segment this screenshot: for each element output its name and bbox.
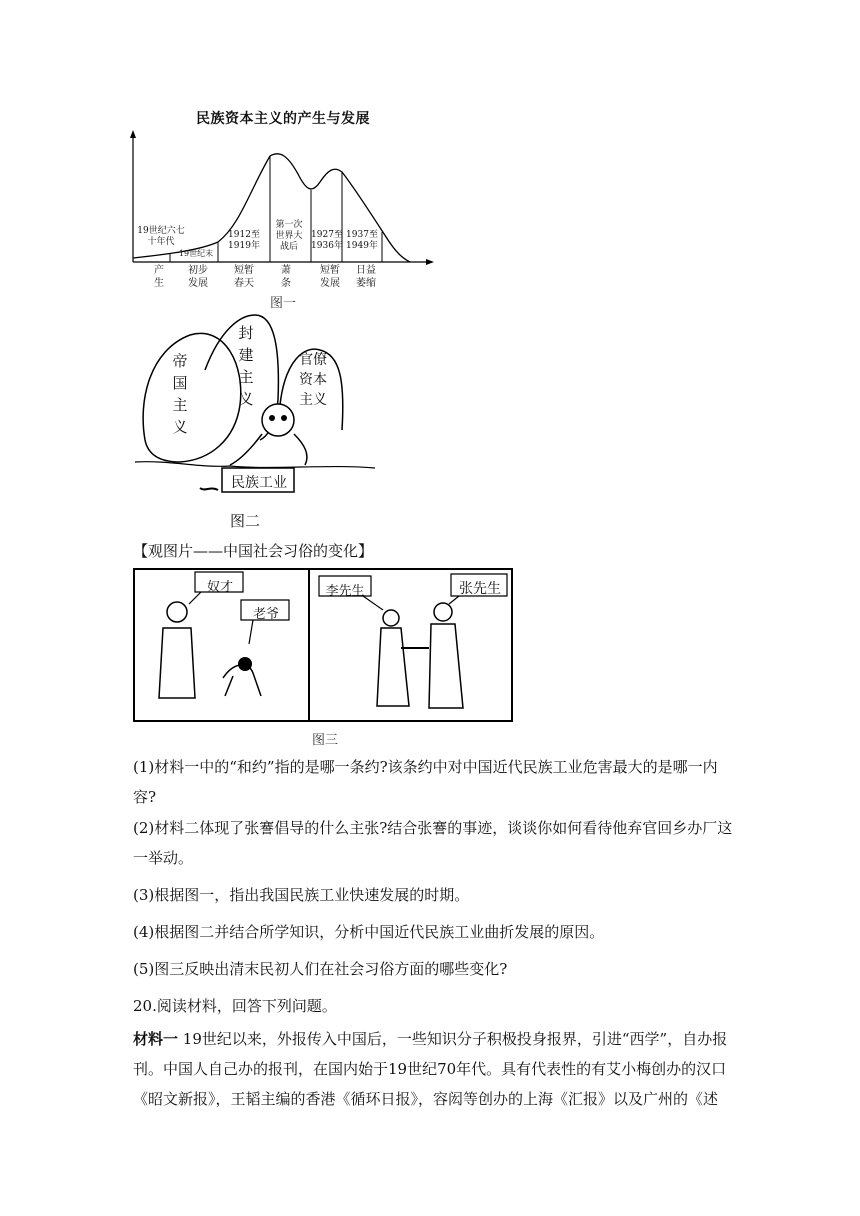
question-20-heading: 20.阅读材料，回答下列问题。 (133, 997, 337, 1015)
question-1: (1)材料一中的“和约”指的是哪一条约?该条约中对中国近代民族工业危害最大的是哪一内容? (133, 758, 718, 806)
mountain-label-feudalism: 封建主义 (238, 324, 254, 408)
bubble-text-nucai: 奴才 (206, 580, 233, 595)
stage-label: 日益萎缩 (356, 265, 376, 289)
section-title: 【观图片——中国社会习俗的变化】 (133, 542, 374, 560)
period-label: 1937至1949年 (346, 230, 378, 251)
material-1 (133, 1024, 733, 1114)
mountain-label-imperialism: 帝国主义 (172, 352, 188, 436)
period-label: 1927至1936年 (311, 230, 343, 251)
period-label: 第一次世界大战后 (275, 220, 303, 252)
stage-label: 产生 (154, 265, 164, 289)
x-axis-arrow (426, 259, 434, 265)
period-label: 19世纪末 (178, 249, 214, 258)
figure2-caption: 图二 (230, 512, 261, 530)
question-5: (5)图三反映出清末民初人们在社会习俗方面的哪些变化? (133, 960, 508, 978)
material-1-label: 材料一 (133, 1030, 179, 1048)
servant-head (238, 657, 252, 671)
mountain-label-bureaucrat-capitalism: 官僚资本主义 (299, 352, 327, 408)
bubble-text-laoye: 老爷 (252, 607, 279, 622)
bubble-text-li: 李先生 (325, 584, 365, 599)
stage-label: 初步发展 (188, 265, 208, 289)
sign-label: 民族工业 (231, 475, 287, 491)
bubble-text-zhang: 张先生 (459, 581, 501, 597)
ground (135, 462, 375, 468)
material-1-text: 19世纪以来，外报传入中国后，一些知识分子积极投身报界，引进“西学”，自办报刊。中国人自己办的报刊，在国内始于19世纪70年代。具有代表性的有艾小梅创办的汉口《昭文新报》，王韬主编的香港《循环日报》，容闳等创办的上海《汇报》以及广州的《述 (133, 1030, 728, 1108)
period-label: 1912至1919年 (228, 230, 260, 251)
stage-label: 短暂春天 (234, 265, 254, 289)
figure1-title: 民族资本主义的产生与发展 (196, 111, 370, 127)
stage-label: 短暂发展 (320, 265, 340, 289)
period-label: 19世纪六七十年代 (137, 226, 185, 247)
stage-label: 萧条 (281, 265, 291, 289)
question-3: (3)根据图一，指出我国民族工业快速发展的时期。 (133, 886, 470, 904)
figure1-caption: 图一 (270, 296, 297, 311)
question-4: (4)根据图二并结合所学知识，分析中国近代民族工业曲折发展的原因。 (133, 923, 605, 941)
figure3-caption: 图三 (312, 733, 339, 748)
mountain-imperialism (143, 333, 241, 462)
question-2: (2)材料二体现了张謇倡导的什么主张?结合张謇的事迹，谈谈你如何看待他弃官回乡办厂这一举动。 (133, 819, 733, 867)
y-axis-arrow (130, 130, 136, 138)
worker-head (262, 404, 294, 436)
